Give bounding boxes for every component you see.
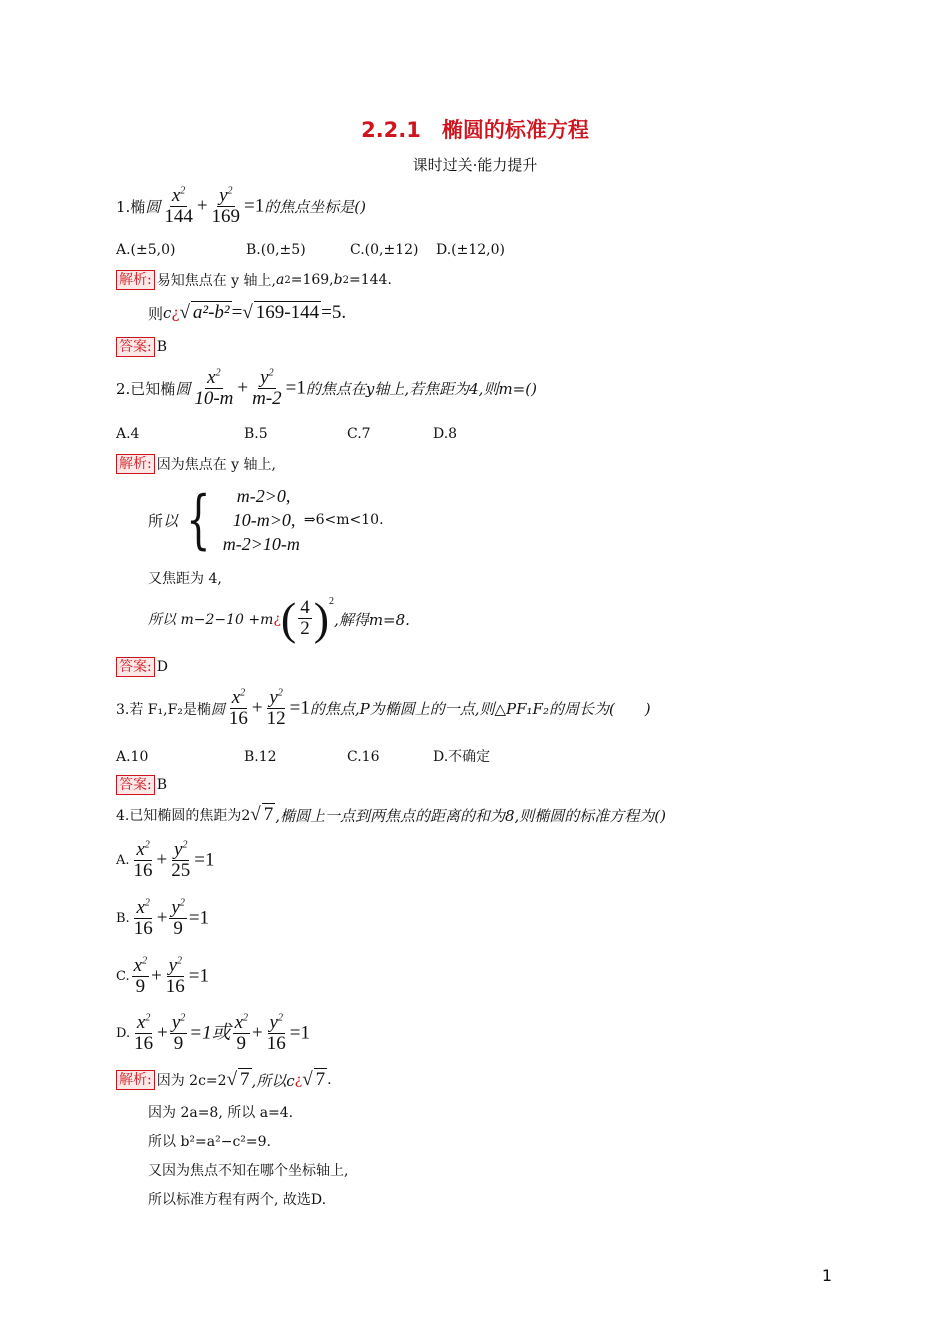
question-4-option-a: A. $\frac{x^2}{16}$ + $\frac{y^2}{25}$ =1 — [116, 839, 215, 881]
question-4-option-d: D. $\frac{x^2}{16}$ + $\frac{y^2}{9}$ =1或 $\frac{x^2}{9}$ + $\frac{y^2}{16}$ =1 — [116, 1012, 310, 1054]
option-c: C.7 — [347, 426, 371, 442]
fraction: $\frac{y^2}{m-2}$ — [252, 367, 282, 409]
page-title: 2.2.1 椭圆的标准方程 — [361, 118, 589, 142]
answer-tag: 答案: — [116, 337, 155, 357]
fraction: $\frac{x^2}{16}$ — [228, 687, 248, 729]
analysis-tag: 解析: — [116, 270, 155, 290]
question-1: 1.椭 圆 $\frac{x^2}{144}$ + $\frac{y^2}{169}$ =1 的焦点坐标是() — [116, 185, 366, 227]
question-2-system: 所 以 { m-2>0, 10-m>0, m-2>10-m ⇒6<m<10. — [148, 483, 384, 557]
fraction: $\frac{x^2}{10-m}$ — [194, 367, 234, 409]
question-2-options — [116, 426, 457, 442]
fraction: $\frac{y^2}{169}$ — [211, 185, 241, 227]
question-3-options — [116, 746, 490, 766]
question-2-analysis-4: 所以 m−2−10 +m ¿ ( $\frac{4}{2}$ ) $^2$ ,解得m=8. — [148, 593, 410, 644]
question-4-option-b: B. $\frac{x^2}{16}$ + $\frac{y^2}{9}$ =1 — [116, 897, 210, 939]
option-b: B.5 — [244, 426, 268, 442]
fraction: $\frac{y^2}{12}$ — [266, 687, 286, 729]
question-1-answer: 答案: B — [116, 337, 167, 357]
question-2-analysis: 解析: 因为焦点在 y 轴上, — [116, 454, 276, 474]
option-c: C.16 — [347, 749, 380, 765]
question-1-analysis: 解析: 易知焦点在 y 轴上, a 2 =169, b 2 =144. — [116, 270, 392, 290]
option-d: D.不确定 — [433, 749, 491, 765]
question-1-options — [116, 242, 505, 258]
option-b: B.(0,±5) — [246, 242, 306, 258]
option-a: A.10 — [116, 749, 149, 765]
question-3-answer: 答案: B — [116, 775, 167, 795]
option-c: C.(0,±12) — [350, 242, 419, 258]
option-a: A.(±5,0) — [116, 242, 176, 258]
question-4-analysis: 解析: 因为 2c=2 √ 7 ,所以c ¿ √ 7 . — [116, 1069, 332, 1091]
analysis-tag: 解析: — [116, 454, 155, 474]
question-1-analysis-2: 则 c ¿ √ a²-b² =√ 169-144 =5. — [148, 302, 347, 323]
answer-tag: 答案: — [116, 775, 155, 795]
option-a: A.4 — [116, 426, 140, 442]
analysis-line: 所以标准方程有两个, 故选D. — [148, 1192, 327, 1208]
fraction: $\frac{x^2}{144}$ — [164, 185, 193, 227]
option-b: B.12 — [244, 749, 277, 765]
question-3: 3.若 F₁,F₂是椭 圆 $\frac{x^2}{16}$ + $\frac{y^2}{12}$ =1 的焦点,P为椭圆上的一点,则△PF₁F₂的周长为( ) — [116, 687, 651, 729]
analysis-tag: 解析: — [116, 1070, 155, 1090]
page-number: 1 — [821, 1266, 832, 1285]
left-brace: { — [186, 483, 211, 557]
analysis-line: 因为 2a=8, 所以 a=4. — [148, 1105, 294, 1121]
page-subtitle: 课时过关·能力提升 — [412, 156, 538, 174]
option-d: D.(±12,0) — [436, 242, 506, 258]
question-4: 4.已知椭圆的焦距为2 √ 7 ,椭圆上一点到两焦点的距离的和为8,则椭圆的标准方程为() — [116, 804, 666, 825]
answer-tag: 答案: — [116, 657, 155, 677]
question-4-option-c: C. $\frac{x^2}{9}$ + $\frac{y^2}{16}$ =1 — [116, 955, 209, 997]
question-2-analysis-3: 又焦距为 4, — [148, 571, 222, 587]
question-2-answer: 答案: D — [116, 657, 168, 677]
analysis-line: 又因为焦点不知在哪个坐标轴上, — [148, 1163, 349, 1179]
analysis-line: 所以 b²=a²−c²=9. — [148, 1134, 271, 1150]
option-d: D.8 — [433, 426, 458, 442]
question-2: 2.已知椭 圆 $\frac{x^2}{10-m}$ + $\frac{y^2}{m-2}$ =1 的焦点在y轴上,若焦距为4,则m=() — [116, 367, 537, 409]
